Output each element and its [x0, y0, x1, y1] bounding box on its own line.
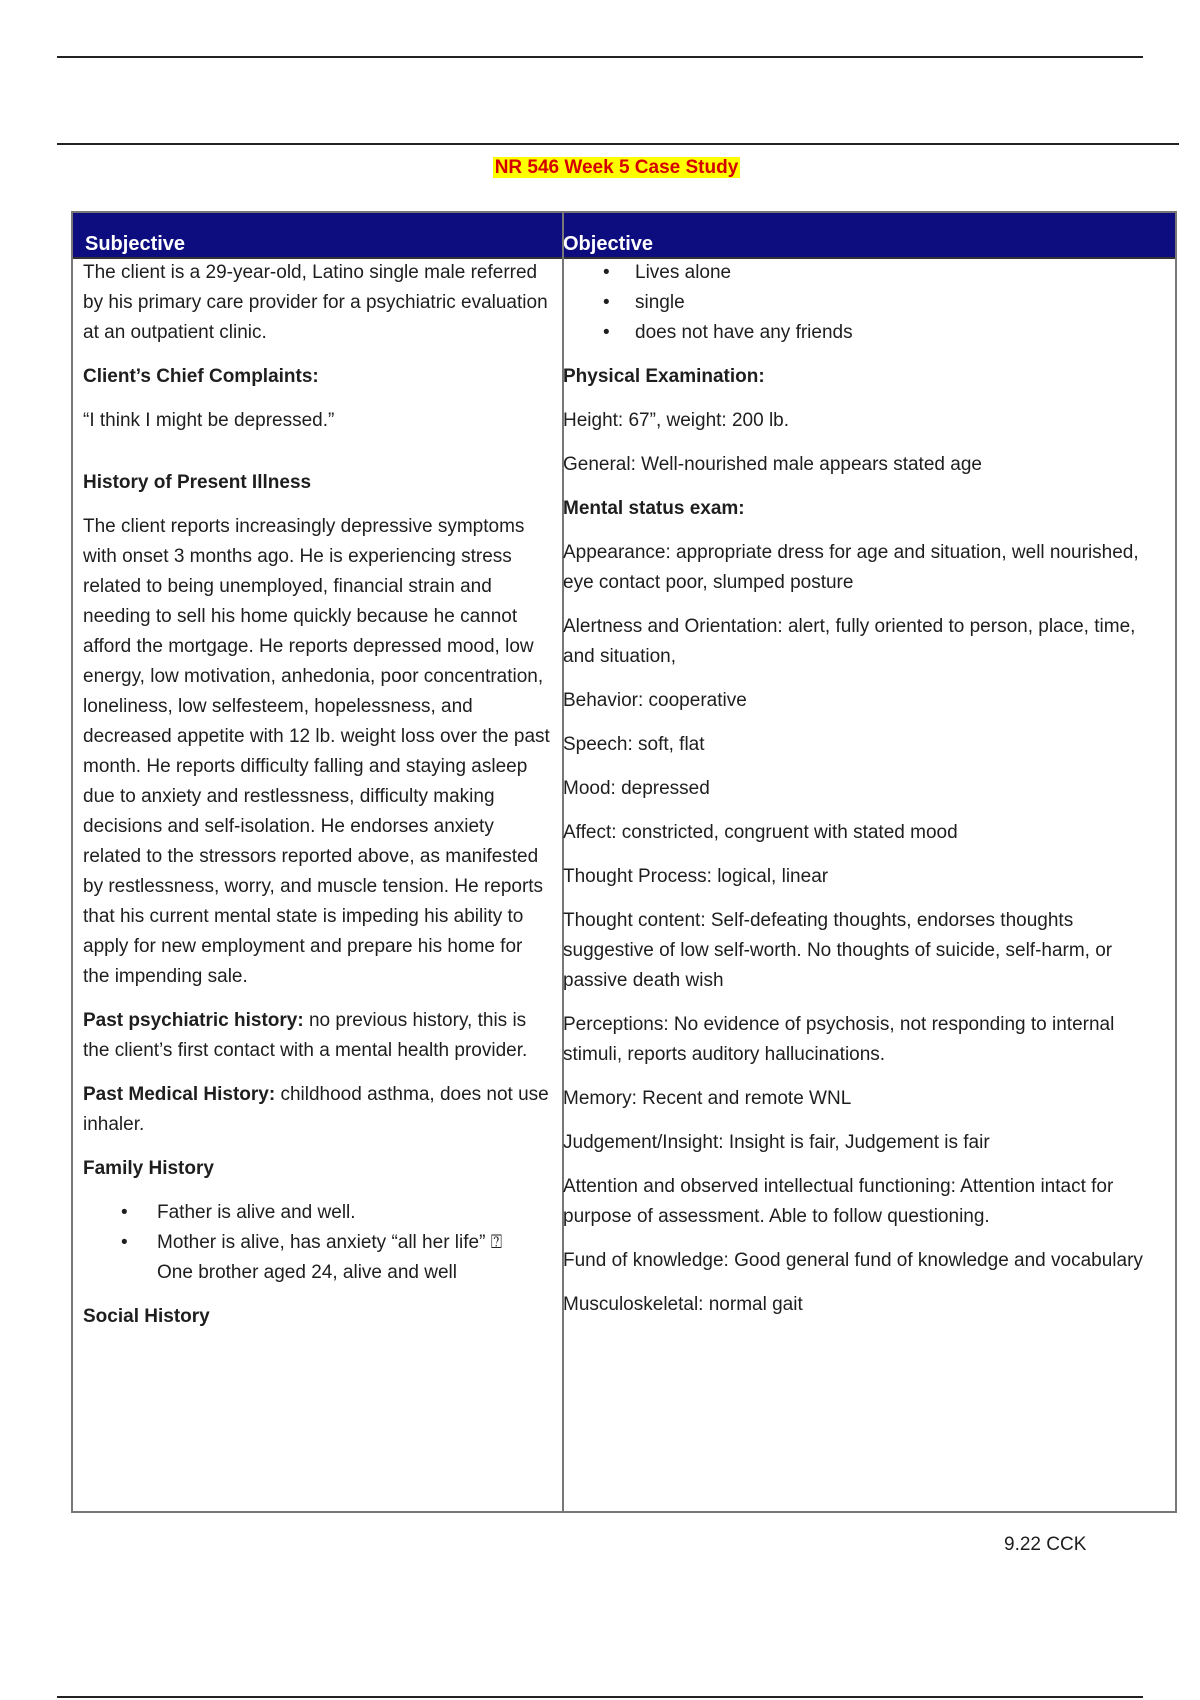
list-item: • Mother is alive, has anxiety “all her life” ⍰: [83, 1228, 551, 1258]
footer-note: 9.22 CCK: [1004, 1534, 1087, 1555]
chief-complaint: “I think I might be depressed.”: [83, 410, 335, 431]
objective-header: Objective: [563, 233, 654, 255]
family-history-extra: One brother aged 24, alive and well: [157, 1262, 457, 1283]
attention: Attention and observed intellectual functioning: Attention intact for purpose of assessment. Able to follow questioning.: [563, 1176, 1114, 1227]
top-rule: [57, 56, 1143, 58]
objective-bullets: [563, 258, 1163, 348]
physical-exam-heading: Physical Examination:: [563, 366, 765, 387]
subjective-column: [83, 258, 551, 1346]
past-psych-label: Past psychiatric history:: [83, 1010, 304, 1031]
mse-heading: Mental status exam:: [563, 498, 745, 519]
general-exam: General: Well-nourished male appears stated age: [563, 454, 982, 475]
past-medical-history: [83, 1080, 551, 1140]
alertness: Alertness and Orientation: alert, fully oriented to person, place, time, and situation,: [563, 616, 1136, 667]
thought-content: Thought content: Self-defeating thoughts, endorses thoughts suggestive of low self-worth. No thoughts of suicide, self-harm, or passive death wish: [563, 910, 1113, 991]
list-item: • single: [563, 288, 1163, 318]
chief-complaints-heading: Client’s Chief Complaints:: [83, 366, 319, 387]
appearance: Appearance: appropriate dress for age and situation, well nourished, eye contact poor, slumped posture: [563, 542, 1139, 593]
hpi-heading: History of Present Illness: [83, 472, 312, 493]
hpi-text: The client reports increasingly depressive symptoms with onset 3 months ago. He is experiencing stress related to being unemployed, financial strain and needing to sell his home quickly because he cannot afford the mortgage. He reports depressed mood, low energy, low motivation, anhedonia, poor concentration, loneliness, low selfesteem, hopelessness, and decreased appetite with 12 lb. weight loss over the past month. He reports difficulty falling and staying asleep due to anxiety and restlessness, difficulty making decisions and self-isolation. He endorses anxiety related to the stressors reported above, as manifested by restlessness, worry, and muscle tension. He reports that his current mental state is impeding his ability to apply for new employment and prepare his home for the impending sale.: [83, 516, 550, 987]
height-weight: Height: 67”, weight: 200 lb.: [563, 410, 790, 431]
client-intro: The client is a 29-year-old, Latino single male referred by his primary care provider for a psychiatric evaluation at an outpatient clinic.: [83, 262, 548, 343]
perceptions: Perceptions: No evidence of psychosis, not responding to internal stimuli, reports auditory hallucinations.: [563, 1014, 1115, 1065]
musculoskeletal: Musculoskeletal: normal gait: [563, 1294, 803, 1315]
header-rule: [57, 143, 1179, 145]
social-history-heading: Social History: [83, 1306, 210, 1327]
judgement-insight: Judgement/Insight: Insight is fair, Judgement is fair: [563, 1132, 990, 1153]
objective-column: [563, 258, 1163, 1334]
bottom-rule: [57, 1696, 1143, 1698]
table-header: [73, 213, 1175, 259]
memory: Memory: Recent and remote WNL: [563, 1088, 852, 1109]
behavior: Behavior: cooperative: [563, 690, 747, 711]
list-item: • does not have any friends: [563, 318, 1163, 348]
past-medical-text: childhood asthma, does not use inhaler.: [83, 1084, 549, 1135]
list-item: • Father is alive and well.: [83, 1198, 551, 1228]
family-history-heading: Family History: [83, 1158, 214, 1179]
past-psych-text: no previous history, this is the client’s first contact with a mental health provider.: [83, 1010, 528, 1061]
soap-table: [71, 211, 1177, 1513]
thought-process: Thought Process: logical, linear: [563, 866, 829, 887]
affect: Affect: constricted, congruent with stated mood: [563, 822, 958, 843]
past-psych-history: [83, 1006, 551, 1066]
mood: Mood: depressed: [563, 778, 710, 799]
past-medical-label: Past Medical History:: [83, 1084, 276, 1105]
subjective-header: Subjective: [85, 233, 186, 255]
fund-of-knowledge: Fund of knowledge: Good general fund of knowledge and vocabulary: [563, 1250, 1143, 1271]
family-history-list: [83, 1198, 551, 1258]
speech: Speech: soft, flat: [563, 734, 705, 755]
document-title: NR 546 Week 5 Case Study: [494, 157, 739, 178]
list-item: • Lives alone: [563, 258, 1163, 288]
